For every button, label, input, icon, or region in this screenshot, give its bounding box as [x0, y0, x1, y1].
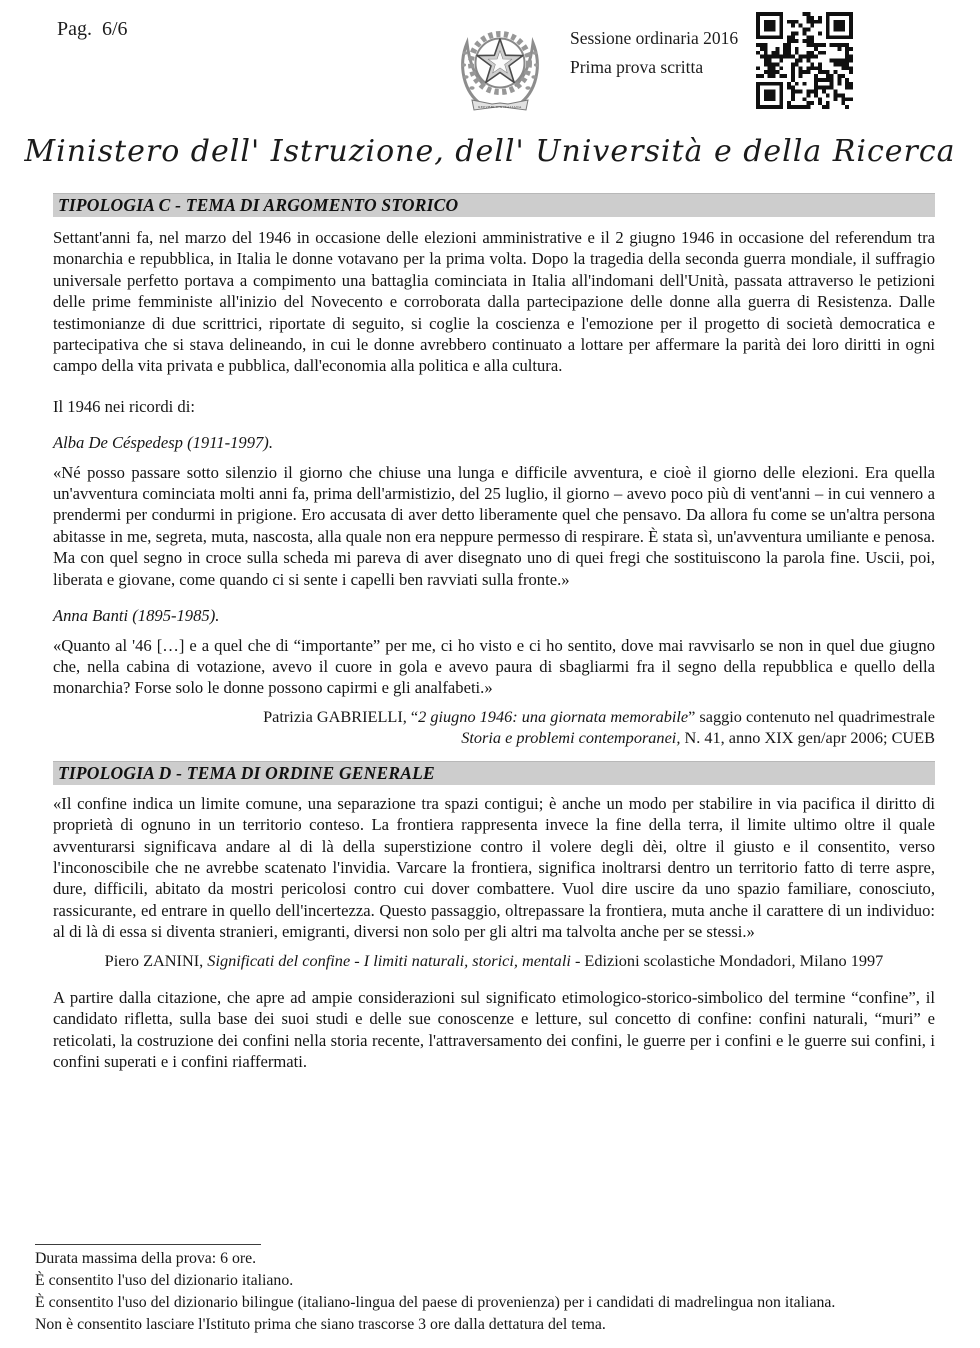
footer-notes — [35, 1244, 940, 1336]
footer-line-leaving: Non è consentito lasciare l'Istituto prima che siano trascorse 3 ore dalla dettatura del tema. — [35, 1316, 606, 1333]
document-body — [0, 193, 980, 1073]
attribution-line1-rest: ” saggio contenuto nel quadrimestrale — [688, 706, 935, 726]
tipologia-c-intro: Settant'anni fa, nel marzo del 1946 in occasione delle elezioni amministrative e il 2 giugno 1946 in occasione del referendum tra monarchia e repubblica, in Italia le donne votavano per la prima volta. Dopo la tragedia della seconda guerra mondiale, il suffragio universale perfetto portava a compimento una battaglia cominciata in Italia all'indomani dell'Unità, passata attraverso le petizioni delle prime femministe all'inizio del Novecento e corroborata dalla partecipazione delle donne alla guerra di Resistenza. Dalle testimonianze di due scrittrici, riportate di seguito, si coglie la coscienza e l'emozione per il progetto di società democratica e partecipativa che si stava delineando, in cui le donne avrebbero continuato a lottare per affermare la parità dei loro diritti in ogni campo della vita privata e pubblica, dall'economia alla politica e alla cultura. — [53, 228, 935, 376]
zanini-publisher: - Edizioni scolastiche Mondadori, Milano 1997 — [570, 950, 884, 970]
attribution-author: Patrizia GABRIELLI, “ — [263, 706, 419, 726]
ricordi-label: Il 1946 nei ricordi di: — [53, 396, 195, 416]
quote-banti: «Quanto al '46 […] e a quel che di “importante” per me, ci ho visto e ci ho sentito, dove mai ravvisarlo se non in quel due giugno che, nella cabina di votazione, avevo il cuore in gola e avevo paura di sbagliarmi fra il segno della repubblica e quello della monarchia? Forse solo le donne possono capirmi e gli analfabeti.» — [53, 635, 935, 698]
quote-zanini: «Il confine indica un limite comune, una separazione tra spazi contigui; è anche un modo per stabilire in via pacifica il diritto di proprietà di ognuno in un territorio conteso. La frontiera rappresenta invece la fine della terra, il limite ultimo oltre il quale avventurarsi significava andare al di là della superstizione contro il volere degli dèi, oltre il giusto e il consentito, verso l'inconoscibile che ne avrebbe scatenato l'invidia. Varcare la frontiera, significa inoltrarsi dentro un territorio fatto di terre aspre, dure, difficili, abitato da mostri pericolosi contro cui dover combattere. Vuol dire uscire da uno spazio familiare, conosciuto, rassicurante, ed entrare in quello dell'incertezza. Questo passaggio, oltrepassare la frontiera, muta anche il carattere di un individuo: al di là di essa si diventa stranieri, emigranti, diversi non solo per gli altri ma talvolta anche per se stessi.» — [53, 793, 935, 942]
footer-line-bilingual: È consentito l'uso del dizionario bilingue (italiano-lingua del paese di provenienza) per i candidati di madrelingua non italiana. — [35, 1294, 836, 1311]
zanini-author: Piero ZANINI, — [104, 950, 208, 970]
footer-line-dictionary: È consentito l'uso del dizionario italiano. — [35, 1272, 294, 1289]
emblem-motto: REPVBBLICA ITALIANA — [478, 105, 522, 109]
quote-cespedes: «Né posso passare sotto silenzio il giorno che chiuse una lunga e difficile avventura, e cioè il giorno delle elezioni. Era quella un'avventura cominciata molti anni fa, prima dell'armistizio, del 25 luglio, il giorno – avevo poco più di vent'anni – in cui vennero a prendermi per condurmi in prigione. Ero accusata di aver detto liberamente quel che pensavo. Da allora fu come se un'altra persona abitasse in me, segreta, muta, nascosta, alla quale non era neppure permesso di respirare. È stata sì, un'avventura umiliante e penosa. Ma con quel segno in croce sulla scheda mi pareva di aver disegnato uno di quei fregi che sostituiscono la parola fine. Uscii, poi, liberata e giovane, come quando ci si sente i capelli ben ravviati sulla fronte.» — [53, 462, 935, 589]
footer-line-duration: Durata massima della prova: 6 ore. — [35, 1250, 257, 1267]
footer-divider — [35, 1244, 261, 1245]
section-heading-tipologia-c: TIPOLOGIA C - TEMA DI ARGOMENTO STORICO — [53, 193, 935, 217]
attribution-journal: Storia e problemi contemporanei, — [461, 728, 681, 748]
qr-code-icon — [756, 12, 853, 109]
gabrielli-attribution-line1 — [53, 706, 935, 728]
ministry-title: Ministero dell' Istruzione, dell' Università e della Ricerca — [24, 134, 956, 169]
gabrielli-attribution — [53, 706, 935, 749]
attribution-essay-title: 2 giugno 1946: una giornata memorabile — [418, 706, 689, 726]
zanini-attribution — [53, 950, 935, 972]
zanini-book-title: Significati del confine - I limiti naturali, storici, mentali — [207, 950, 571, 970]
section-heading-tipologia-d: TIPOLOGIA D - TEMA DI ORDINE GENERALE — [53, 761, 935, 785]
attribution-line2-rest: N. 41, anno XIX gen/apr 2006; CUEB — [680, 728, 935, 748]
gabrielli-attribution-line2 — [53, 727, 935, 749]
page-number: Pag. 6/6 — [57, 18, 128, 40]
session-line1: Sessione ordinaria 2016 — [570, 28, 739, 48]
author-name-banti: Anna Banti (1895-1985). — [53, 606, 220, 626]
author-name-cespedes: Alba De Céspedesp (1911-1997). — [53, 433, 273, 453]
task-paragraph: A partire dalla citazione, che apre ad ampie considerazioni sul significato etimologico-storico-simbolico del termine “confine”, il candidato rifletta, sulla base dei suoi studi e delle sue conoscenze e letture, sul concetto di confine: confini naturali, “muri” e reticolati, la costruzione dei confini nella storia recente, l'attraversamento dei confini, le guerre per i confini e le guerre sui confini, i confini superati e i confini riaffermati. — [53, 988, 935, 1072]
session-line2: Prima prova scritta — [570, 57, 704, 77]
session-info — [570, 24, 738, 82]
italy-emblem-icon — [450, 14, 550, 116]
